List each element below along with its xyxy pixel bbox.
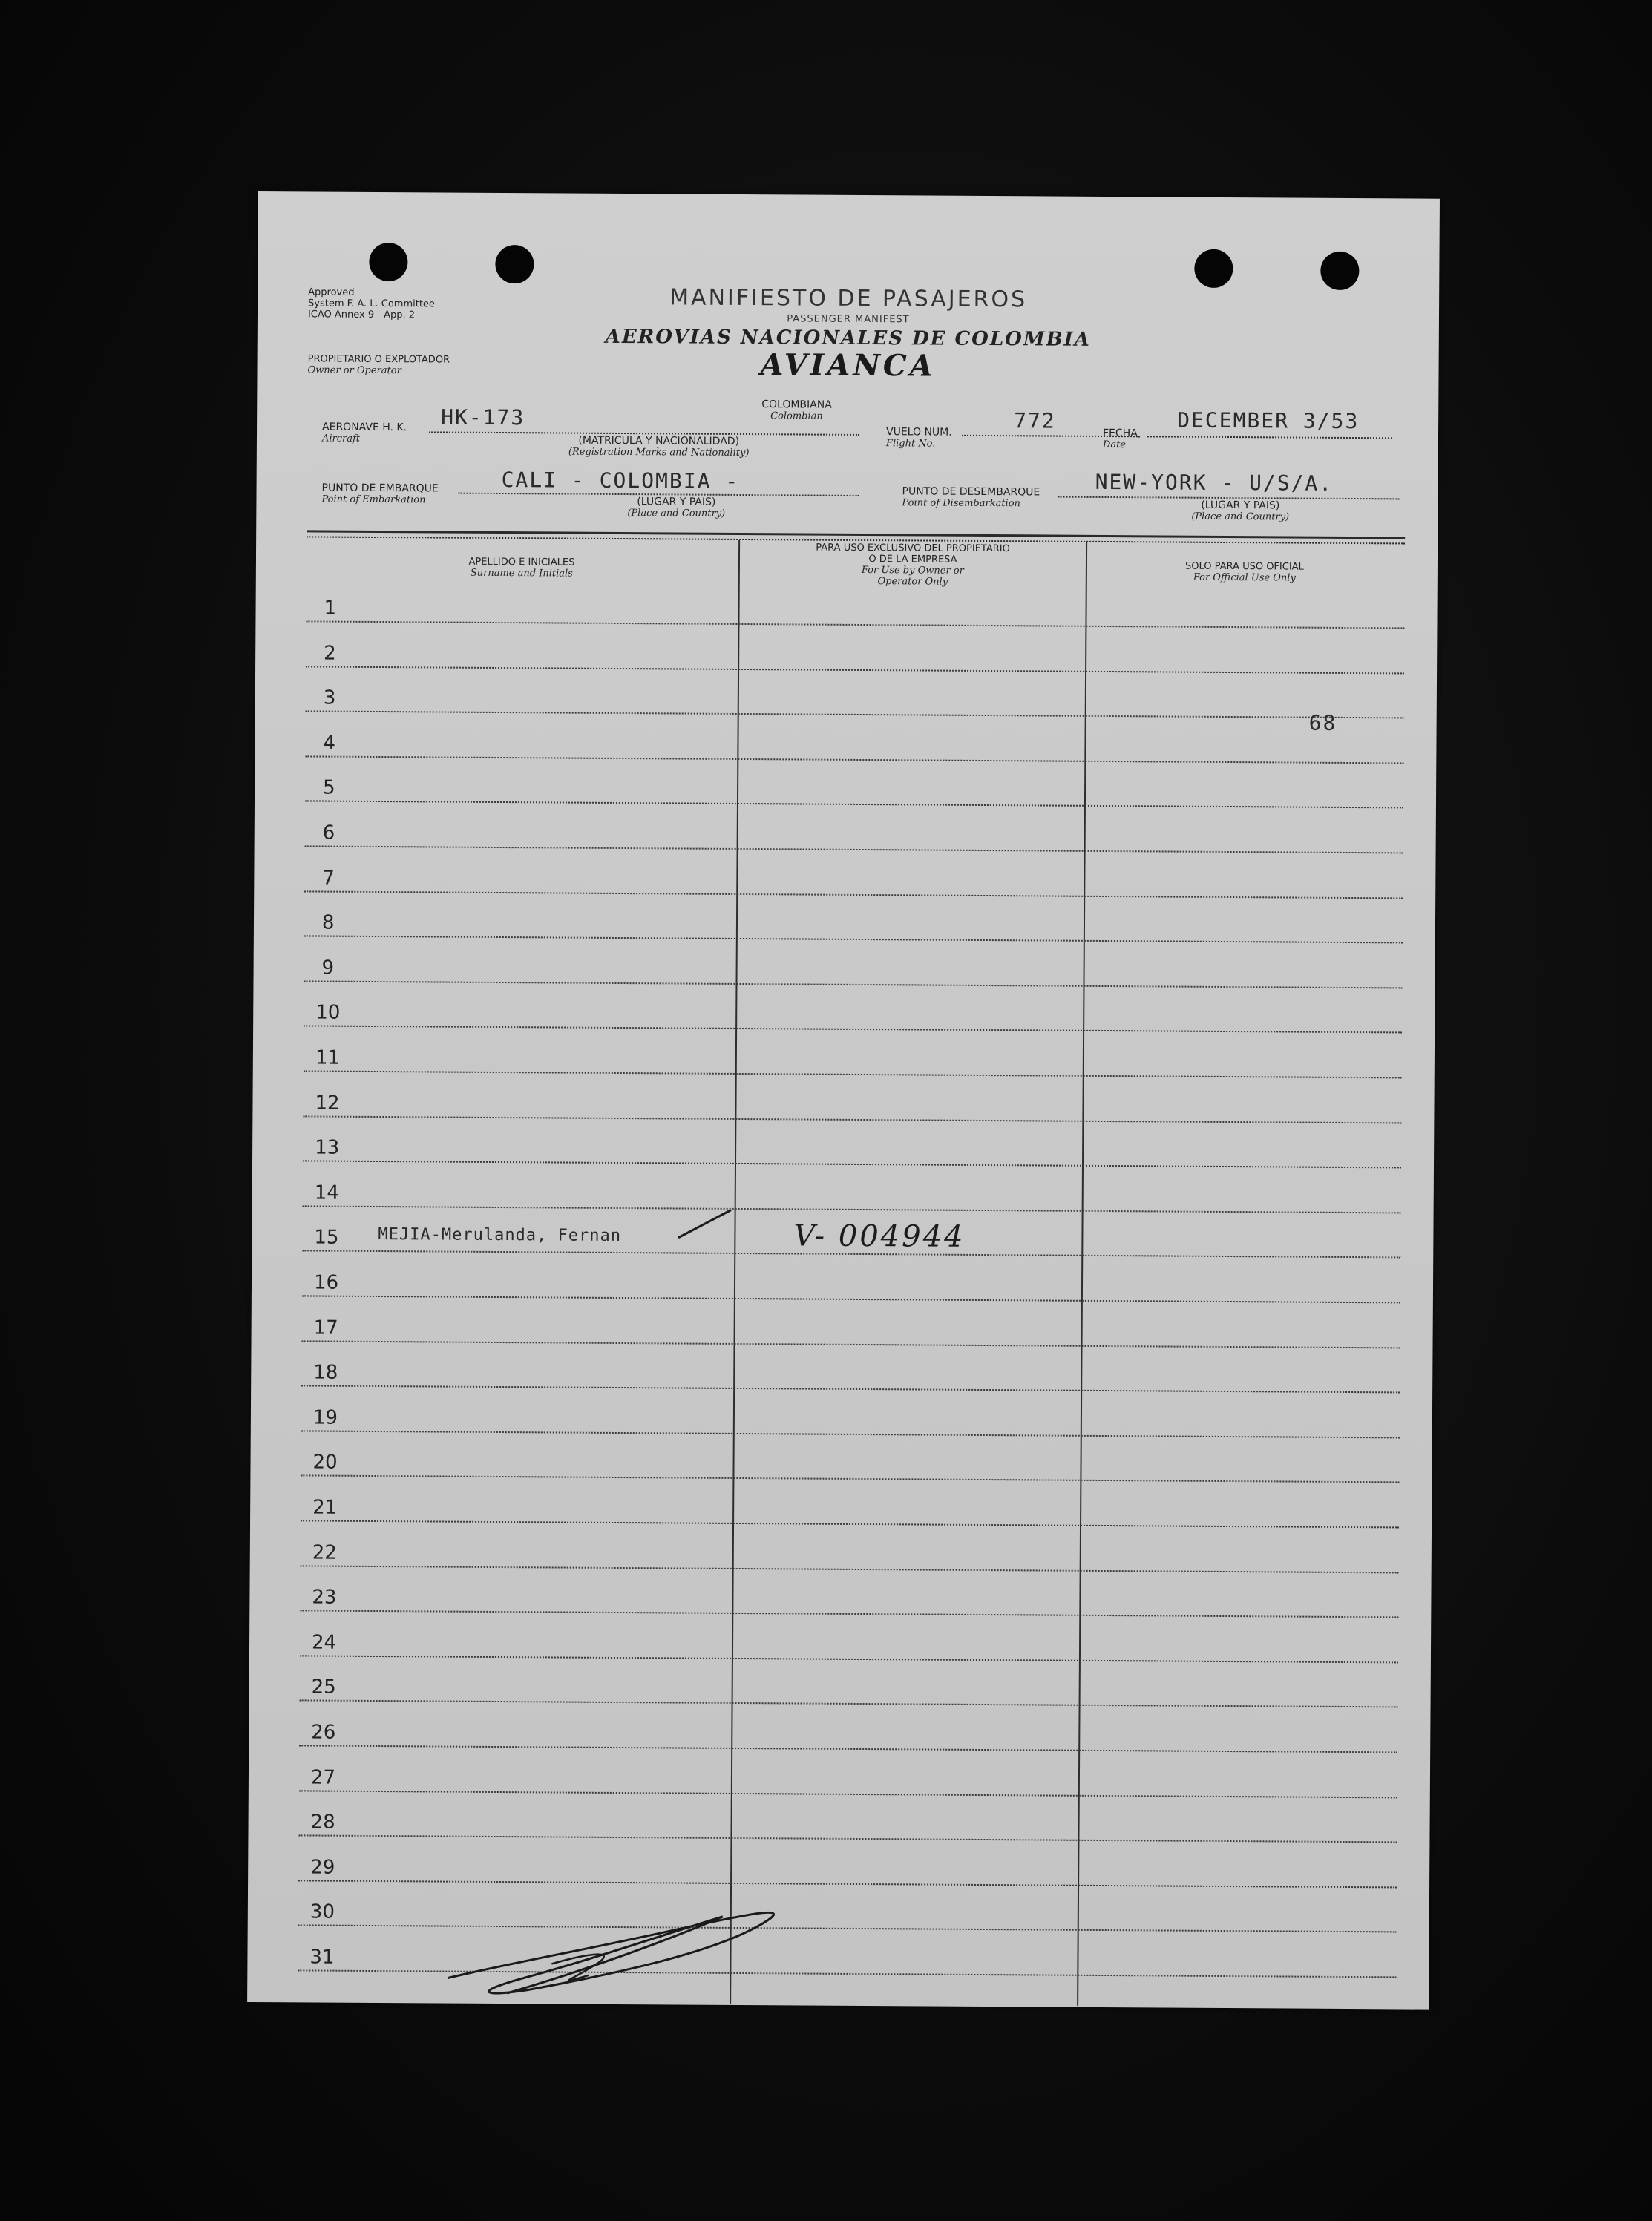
row-rule (300, 1610, 1398, 1618)
names-head: APELLIDO E INICIALES (468, 556, 575, 568)
date-value: DECEMBER 3/53 (1177, 407, 1360, 434)
manifest-page (247, 191, 1440, 2010)
disembark-place-label-en: (Place and Country) (1191, 511, 1290, 523)
row-rule (303, 1161, 1401, 1169)
embark-label: PUNTO DE EMBARQUE (321, 482, 439, 495)
company-head-en-2: Operator Only (877, 576, 948, 588)
date-field-line (1147, 436, 1392, 439)
row-rule (306, 666, 1404, 674)
row-rule (306, 711, 1404, 719)
row-rule (304, 1070, 1402, 1078)
row-rule (301, 1475, 1399, 1483)
passenger-name-cell: MEJIA-Merulanda, Fernan (378, 1225, 622, 1246)
flight-label-en: Flight No. (885, 438, 936, 450)
row-number: 6 (322, 821, 335, 844)
row-rule (302, 1295, 1400, 1303)
disembark-label: PUNTO DE DESEMBARQUE (902, 485, 1040, 499)
row-number: 11 (315, 1046, 341, 1069)
company-column-header (740, 542, 1086, 588)
embark-value: CALI - COLOMBIA - (501, 468, 740, 493)
flight-value: 772 (1014, 408, 1056, 433)
row-number: 8 (321, 911, 335, 934)
row-number: 4 (323, 732, 336, 755)
row-number: 15 (314, 1226, 339, 1250)
row-number: 2 (324, 642, 336, 665)
row-rule (301, 1520, 1399, 1528)
row-number: 9 (321, 957, 335, 980)
row-number: 17 (313, 1316, 338, 1339)
names-column-header (307, 555, 737, 580)
names-head-en: Surname and Initials (470, 567, 573, 580)
row-number: 22 (312, 1541, 337, 1564)
disembark-label-en: Point of Disembarkation (902, 497, 1020, 510)
official-use-cell: 68 (1308, 710, 1337, 736)
manifest-title: MANIFIESTO DE PASAJEROS (669, 284, 1028, 313)
row-rule (305, 755, 1403, 764)
aircraft-label-en: Aircraft (321, 433, 361, 444)
row-number: 5 (322, 776, 335, 800)
row-number: 12 (315, 1092, 340, 1115)
row-rule (300, 1655, 1398, 1663)
row-rule (305, 801, 1403, 809)
punch-hole-icon (495, 245, 534, 283)
nationality-label-en: Colombian (770, 410, 823, 422)
row-number: 19 (312, 1406, 338, 1429)
official-column-header (1089, 560, 1400, 585)
row-rule (301, 1565, 1399, 1573)
row-number: 21 (312, 1496, 338, 1519)
embark-place-label-en: (Place and Country) (627, 508, 726, 519)
official-head-en: For Official Use Only (1193, 571, 1296, 584)
row-rule (305, 845, 1403, 853)
embark-place-label: (LUGAR Y PAIS) (637, 496, 716, 508)
row-number: 23 (312, 1586, 337, 1609)
company-use-cell: V- 004944 (793, 1218, 966, 1255)
row-rule (304, 1026, 1402, 1034)
row-number: 3 (323, 686, 336, 709)
owner-label-en: Owner or Operator (307, 364, 401, 377)
row-number: 1 (324, 597, 337, 620)
row-rule (302, 1340, 1400, 1348)
row-number: 31 (309, 1946, 335, 1969)
row-number: 18 (313, 1361, 338, 1384)
row-rule (306, 620, 1404, 629)
punch-hole-icon (1194, 249, 1233, 288)
airline-brand: AVIANCA (760, 347, 936, 384)
row-rule (304, 980, 1402, 988)
row-number: 13 (315, 1136, 340, 1159)
date-label-en: Date (1102, 439, 1127, 451)
flight-label: VUELO NUM. (885, 426, 952, 439)
disembark-place-label: (LUGAR Y PAIS) (1201, 499, 1280, 512)
row-number: 7 (322, 867, 335, 890)
aircraft-value: HK-173 (441, 404, 525, 430)
row-number: 26 (311, 1721, 336, 1744)
aircraft-label-block (322, 422, 407, 445)
row-rule (303, 1115, 1401, 1123)
official-head: SOLO PARA USO OFICIAL (1184, 560, 1304, 573)
date-label: FECHA (1102, 427, 1138, 440)
row-number: 24 (311, 1631, 337, 1654)
row-number: 28 (310, 1811, 335, 1834)
row-number: 25 (311, 1676, 336, 1699)
disembark-label-block (902, 486, 1040, 509)
disembark-place-label-block (1191, 500, 1289, 523)
approval-line: ICAO Annex 9—App. 2 (307, 309, 416, 321)
registration-label: (MATRICULA Y NACIONALIDAD) (578, 434, 740, 447)
nationality-label-block (761, 399, 832, 422)
registration-label-en: (Registration Marks and Nationality) (568, 446, 750, 459)
aircraft-label: AERONAVE H. K. (322, 421, 407, 434)
signature-scribble (440, 1882, 812, 2003)
row-rule (300, 1700, 1398, 1708)
date-label-block (1103, 428, 1138, 450)
company-head-1: PARA USO EXCLUSIVO DEL PROPIETARIO (816, 542, 1010, 555)
row-rule (304, 890, 1403, 899)
row-rule (299, 1790, 1397, 1798)
flight-label-block (886, 427, 952, 450)
row-number: 29 (310, 1856, 335, 1879)
row-number: 20 (312, 1451, 338, 1474)
row-number: 10 (315, 1001, 341, 1025)
row-rule (301, 1430, 1400, 1438)
row-rule (301, 1385, 1400, 1394)
row-number: 14 (314, 1181, 339, 1204)
row-rule (304, 936, 1403, 944)
row-number: 30 (309, 1900, 335, 1924)
row-rule (299, 1745, 1397, 1753)
owner-label: PROPIETARIO O EXPLOTADOR (307, 353, 450, 366)
punch-hole-icon (369, 243, 407, 281)
embark-place-label-block (627, 496, 725, 519)
embark-label-block (321, 483, 438, 506)
nationality-label: COLOMBIANA (761, 398, 832, 411)
row-rule (298, 1835, 1397, 1843)
disembark-value: NEW-YORK - U/S/A. (1095, 469, 1334, 496)
row-number: 27 (310, 1766, 336, 1789)
approval-line: System F. A. L. Committee (308, 298, 435, 310)
airline-name: AEROVIAS NACIONALES DE COLOMBIA (605, 325, 1092, 351)
row-rule (303, 1205, 1401, 1213)
embark-label-en: Point of Embarkation (321, 493, 426, 506)
registration-label-block (568, 436, 750, 459)
check-mark-icon (678, 1210, 731, 1239)
punch-hole-icon (1320, 252, 1359, 290)
manifest-subtitle: PASSENGER MANIFEST (787, 313, 910, 326)
company-head-2: O DE LA EMPRESA (868, 554, 957, 565)
row-number: 16 (313, 1271, 339, 1294)
approval-line: Approved (308, 286, 355, 298)
company-head-en-1: For Use by Owner or (861, 564, 964, 577)
